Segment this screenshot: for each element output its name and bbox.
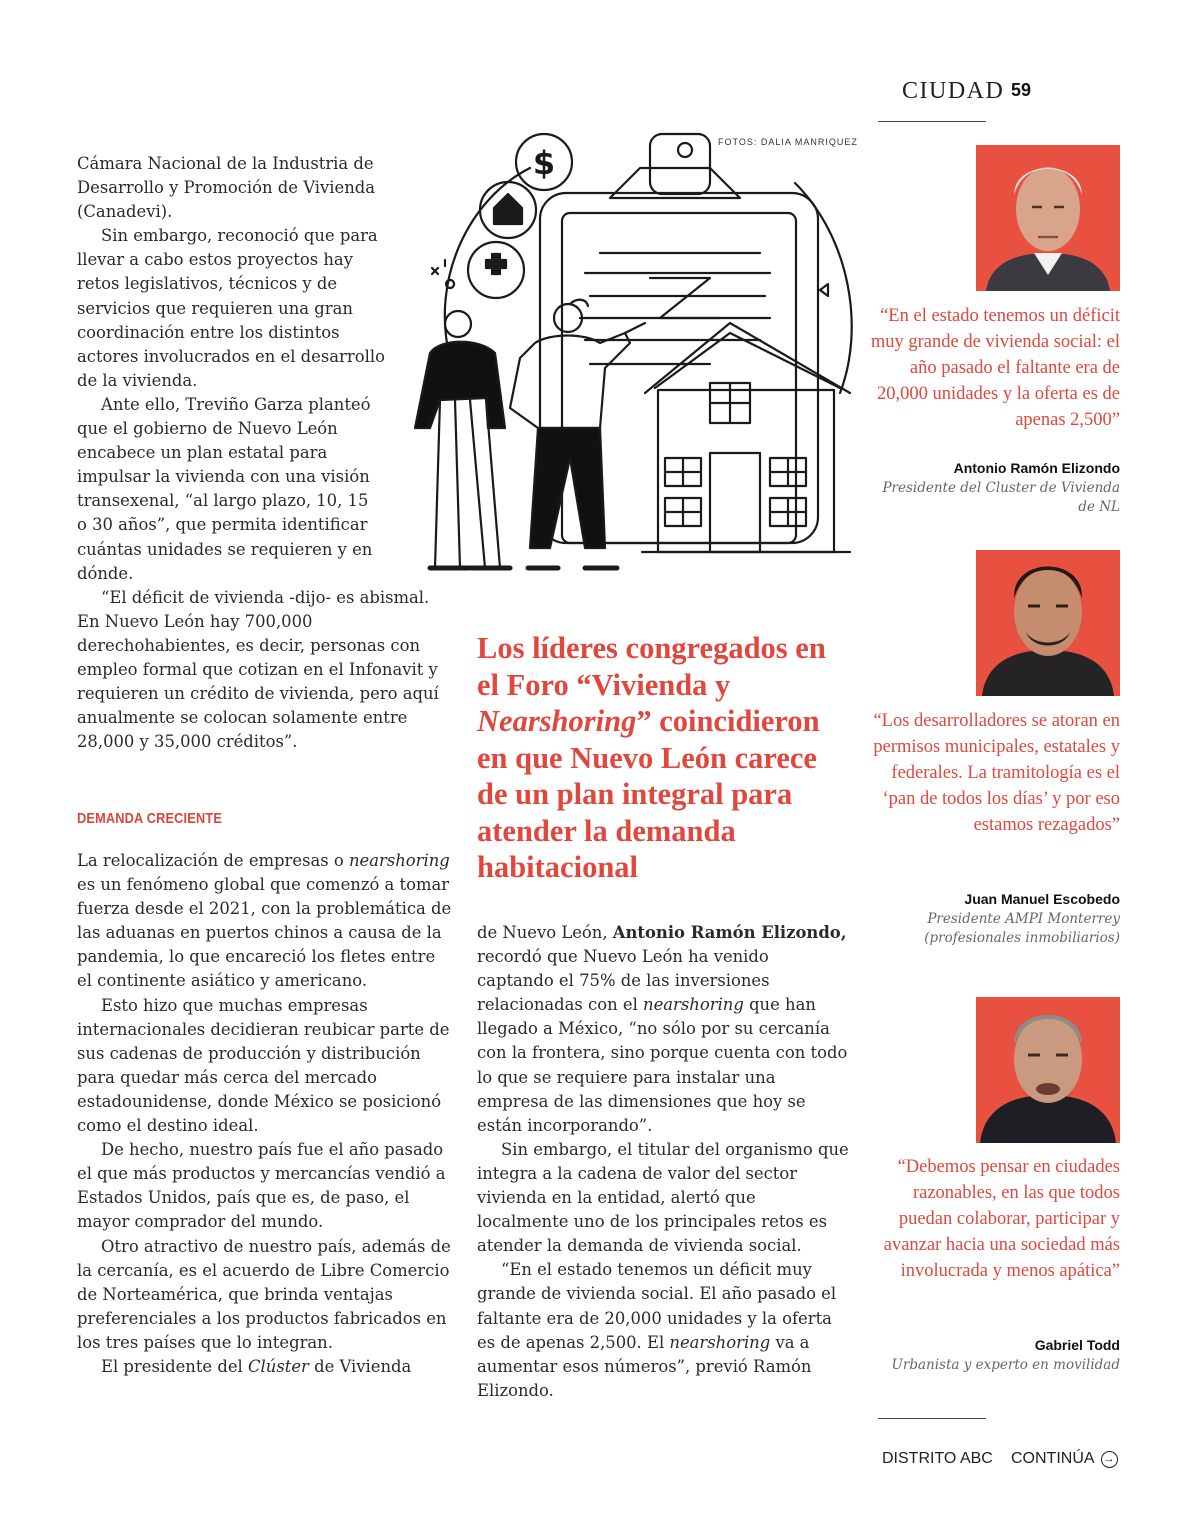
pull-quote (477, 630, 837, 886)
publication-name: DISTRITO ABC (882, 1450, 993, 1467)
arrow-right-circle-icon: → (1101, 1451, 1118, 1468)
page-number: 59 (1011, 80, 1032, 100)
text-span: Nearshoring (477, 704, 637, 738)
text-span: nearshoring (643, 995, 744, 1015)
paragraph: Sin embargo, el titular del organismo que integra a la cadena de valor del sector vivienda en la entidad, alertó que localmente uno de los principales retos es atender la demanda de vivienda social. (477, 1139, 849, 1256)
continue-link[interactable] (1011, 1450, 1118, 1468)
footer-rule (878, 1418, 986, 1419)
text-span: va a aumentar esos números”, previó Ramón Elizondo. (477, 1332, 812, 1400)
sidebar-quote: “Los desarrolladores se atoran en permisos municipales, estatales y federales. La tramitología es el ‘pan de todos los días’ y por eso estamos rezagados” (873, 711, 1120, 835)
continue-label: CONTINÚA (1011, 1450, 1095, 1467)
paragraph (77, 1355, 455, 1379)
text-span: es un fenómeno global que comenzó a tomar fuerza desde el 2021, con la problemática de las aduanas en puertos chinos a causa de la pandemia, lo que encareció los fletes entre el continente asiático y americano. (77, 875, 452, 991)
sidebar-quote: “Debemos pensar en ciudades razonables, en las que todos puedan colaborar, participar y avanzar hacia una sociedad más involucrada y menos apática” (883, 1157, 1120, 1281)
photo-credit: FOTOS: DALIA MANRIQUEZ (718, 137, 858, 147)
housing-illustration (410, 128, 860, 593)
paragraph: Cámara Nacional de la Industria de Desarrollo y Promoción de Vivienda (Canadevi). (77, 154, 376, 222)
quote-author: Antonio Ramón Elizondo (953, 460, 1120, 476)
paragraph (477, 1258, 849, 1403)
paragraph: “El déficit de vivienda -dijo- es abismal. En Nuevo León hay 700,000 derechohabientes, es decir, personas con empleo formal que cotizan en el Infonavit y requieren un crédito de vivienda, pero aquí anualmente se colocan solamente entre 28,000 y 35,000 créditos”. (77, 587, 439, 752)
text-span: “En el estado tenemos un déficit muy grande de vivienda social. El año pasado el faltante era de 20,000 unidades y la oferta es de apenas 2,500. El (477, 1260, 837, 1352)
subheading: DEMANDA CRECIENTE (77, 811, 223, 827)
text-span: nearshoring (348, 851, 450, 870)
quote-author: Juan Manuel Escobedo (964, 891, 1120, 907)
paragraph: Ante ello, Treviño Garza planteó que el gobierno de Nuevo León encabece un plan estatal para impulsar la vivienda con una visión transexenal, “al largo plazo, 10, 15 o 30 años”, que permita identificar cuántas unidades se requieren y en dónde. (77, 394, 373, 583)
quote-author: Gabriel Todd (1034, 1337, 1120, 1353)
quote-author-role: Presidente AMPI Monterrey (profesionales inmobiliarios) (924, 911, 1120, 946)
portrait-photo (976, 550, 1120, 696)
left-column-lower (77, 849, 455, 1379)
paragraph (77, 849, 455, 994)
svg-text:$: $ (532, 144, 556, 182)
paragraph (477, 921, 849, 1138)
paragraph: De hecho, nuestro país fue el año pasado el que más productos y mercancías vendió a Estados Unidos, país que es, de paso, el mayor comprador del mundo. (77, 1140, 446, 1232)
paragraph: Sin embargo, reconoció que para llevar a cabo estos proyectos hay retos legislativos, técnicos y de servicios que requieren una gran coordinación entre los distintos actores involucrados en el desarrollo de la vivienda. (77, 226, 385, 390)
text-span: de Vivienda (308, 1356, 412, 1376)
middle-column (477, 921, 849, 1403)
text-span: que han llegado a México, “no sólo por su cercanía con la frontera, sino porque cuenta con todo lo que se requiere para instalar una empresa de las dimensiones que hoy se están incorporando”. (477, 995, 848, 1135)
text-span: recordó que Nuevo León ha venido captando el 75% de las inversiones relacionadas con el (477, 947, 770, 1015)
sidebar-quote: “En el estado tenemos un déficit muy grande de vivienda social: el año pasado el faltante era de 20,000 unidades y la oferta es de apenas 2,500” (870, 306, 1120, 430)
text-span: Los líderes congregados en el Foro “Vivienda y (477, 631, 826, 702)
text-span: Antonio Ramón Elizondo, (612, 923, 847, 942)
portrait-photo (976, 997, 1120, 1143)
text-span: de Nuevo León, (477, 923, 613, 942)
header-rule (878, 121, 986, 122)
text-span: Clúster (248, 1356, 309, 1376)
text-span: nearshoring (669, 1332, 771, 1352)
portrait-photo (976, 145, 1120, 291)
section-title: CIUDAD (902, 78, 1005, 104)
paragraph: Esto hizo que muchas empresas internacionales decidieran reubicar parte de sus cadenas de producción y distribución para quedar más cerca del mercado estadounidense, donde México se posicionó como el destino ideal. (77, 995, 450, 1136)
text-span: ” coincidieron en que Nuevo León carece de un plan integral para atender la demanda habitacional (477, 704, 820, 884)
quote-author-role: Urbanista y experto en movilidad (891, 1357, 1120, 1373)
text-span: La relocalización de empresas o (77, 851, 349, 870)
quote-author-role: Presidente del Cluster de Vivienda de NL (882, 480, 1120, 515)
text-span: El presidente del (101, 1356, 248, 1376)
paragraph: Otro atractivo de nuestro país, además de la cercanía, es el acuerdo de Libre Comercio de Norteamérica, que brinda ventajas preferenciales a los productos fabricados en los tres países que lo integran. (77, 1236, 451, 1352)
left-column (77, 152, 460, 754)
